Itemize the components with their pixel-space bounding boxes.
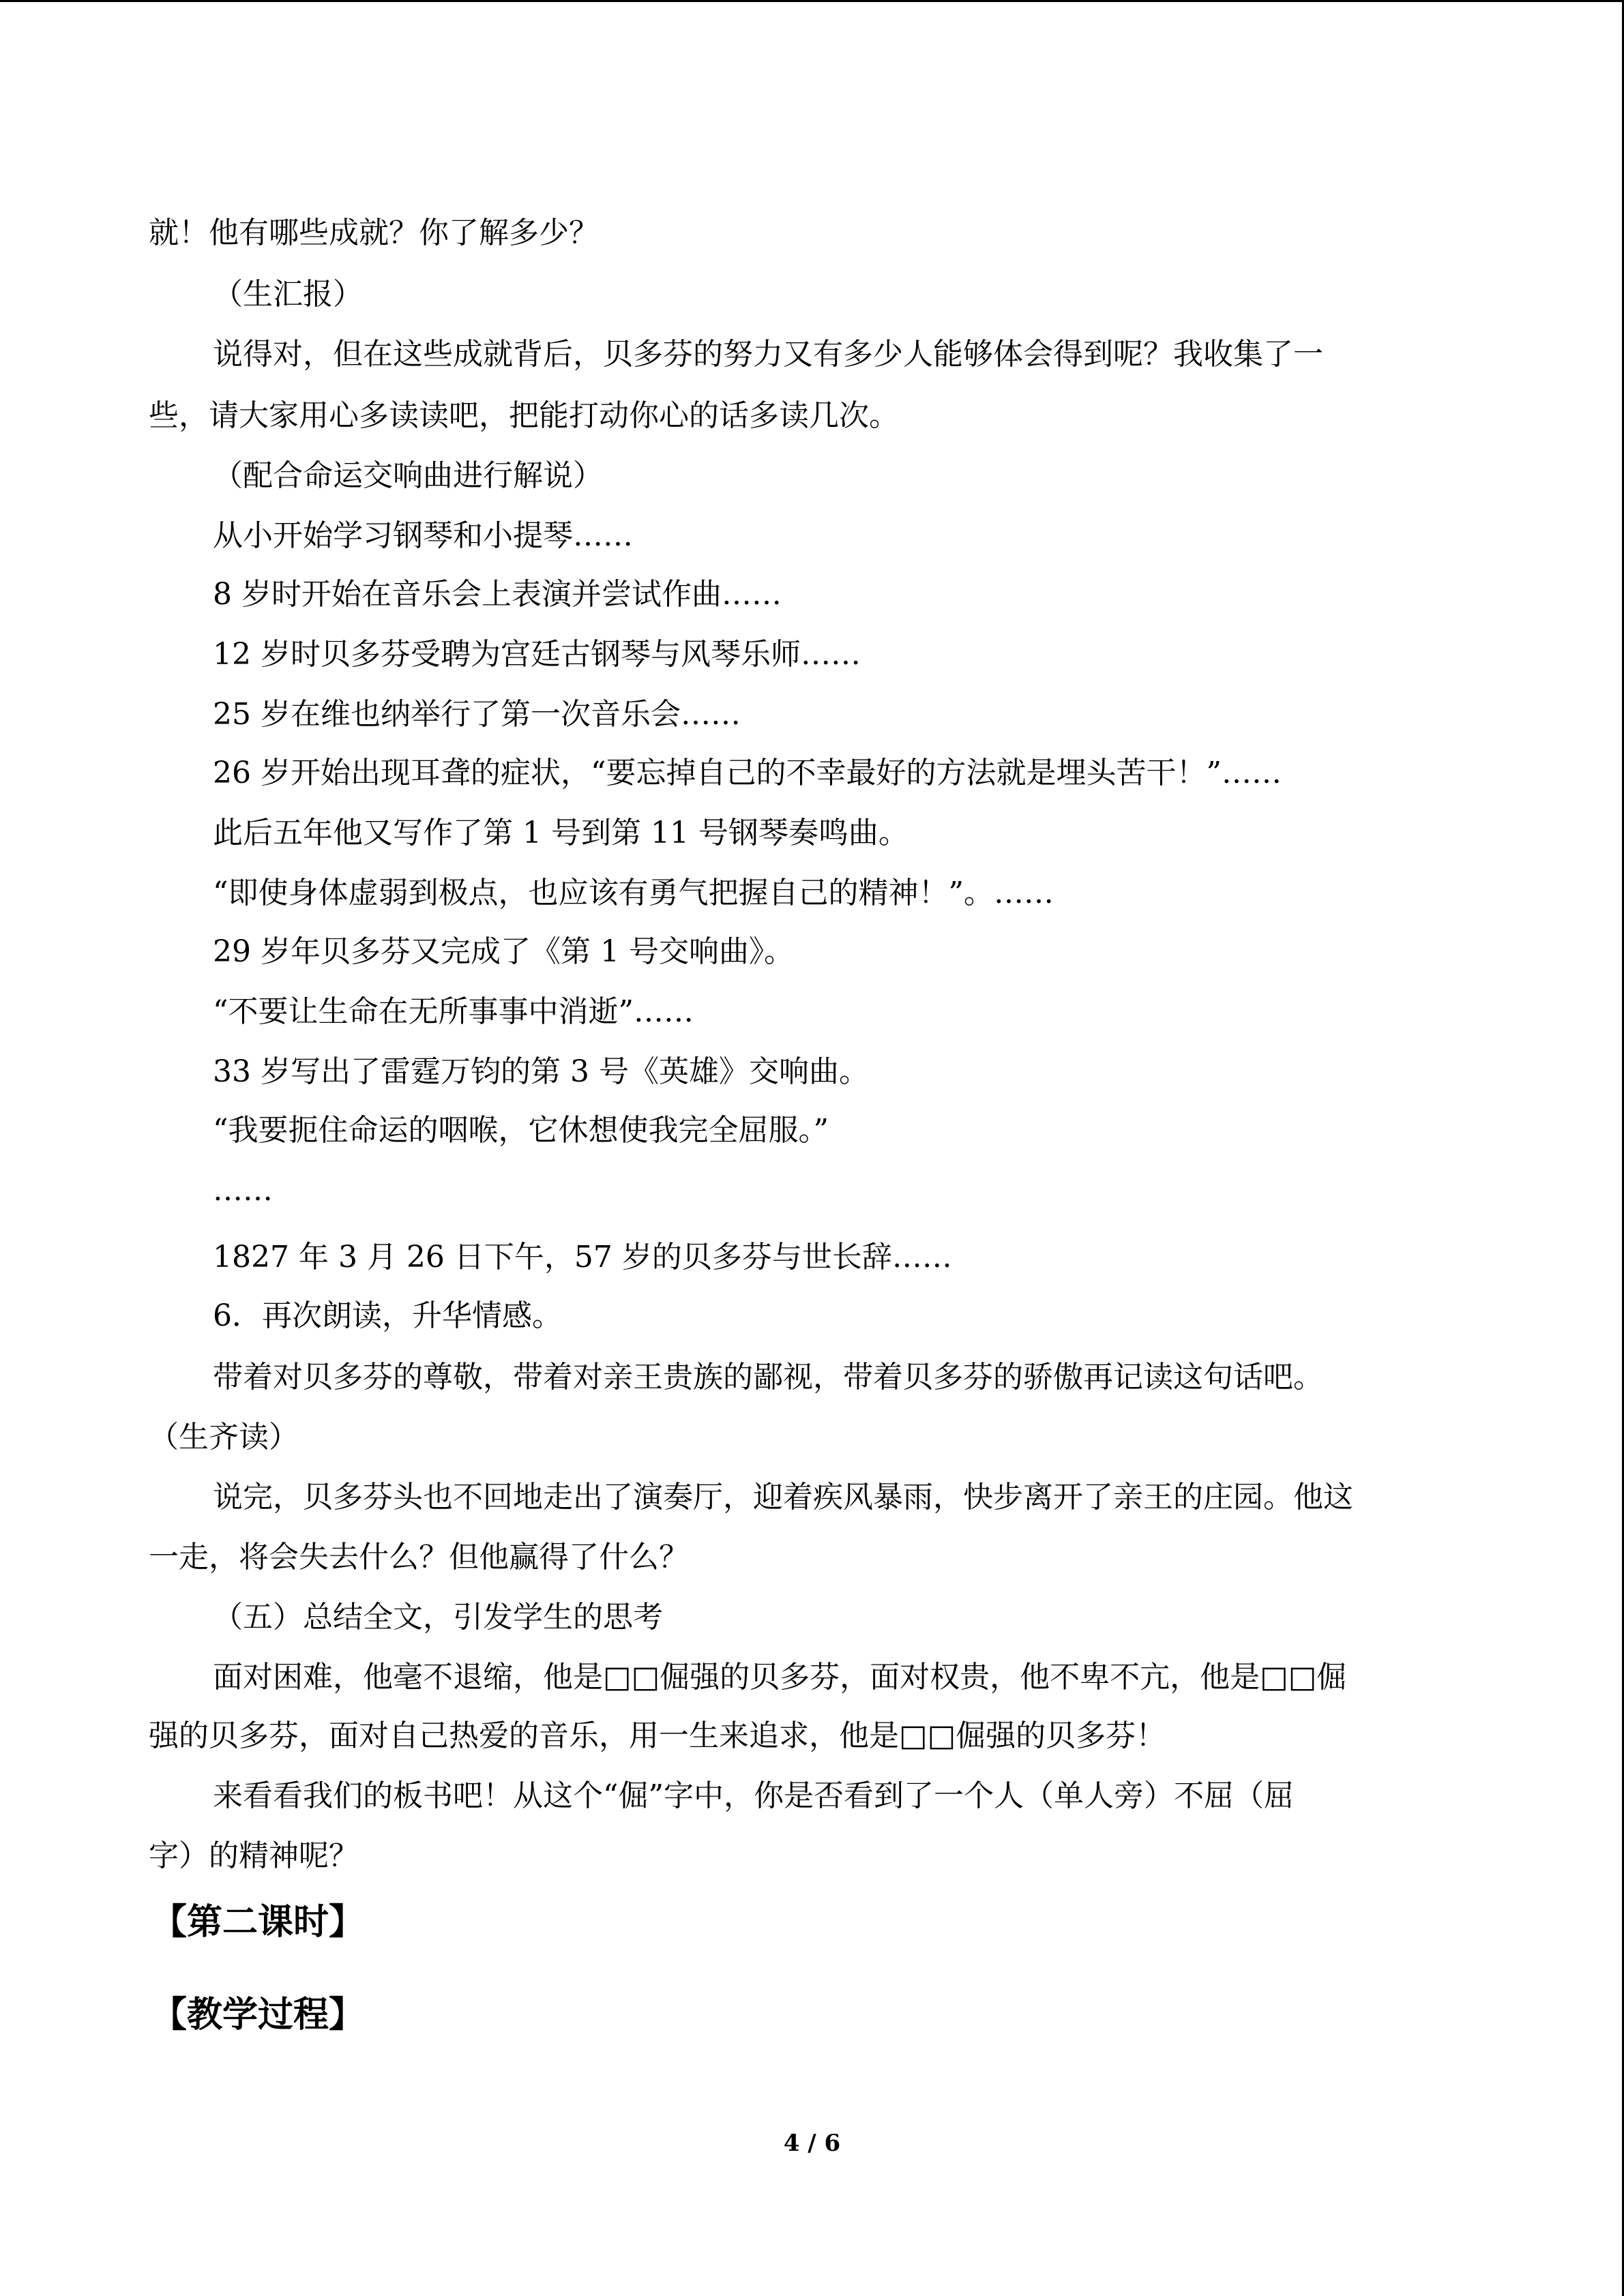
heading-second-lesson: 【第二课时】 <box>151 1901 365 1943</box>
heading-teaching-process: 【教学过程】 <box>151 1994 365 2036</box>
paragraph-line: …… <box>213 1173 273 1208</box>
paragraph-line: 26 岁开始出现耳聋的症状，“要忘掉自己的不幸最好的方法就是埋头苦干！”…… <box>213 756 1282 790</box>
paragraph-line: （生齐读） <box>149 1420 299 1455</box>
paragraph-line: 说完，贝多芬头也不回地走出了演奏厅，迎着疾风暴雨，快步离开了亲王的庄园。他这 <box>213 1480 1353 1515</box>
paragraph-line: “我要扼住命运的咽喉，它休想使我完全屈服。” <box>213 1113 829 1148</box>
paragraph-line: 一走，将会失去什么？但他赢得了什么？ <box>149 1540 689 1575</box>
paragraph-line: “不要让生命在无所事事中消逝”…… <box>213 994 694 1029</box>
paragraph-line: 6．再次朗读，升华情感。 <box>213 1298 562 1333</box>
paragraph-line: 33 岁写出了雷霆万钧的第 3 号《英雄》交响曲。 <box>213 1054 869 1089</box>
paragraph-line: 带着对贝多芬的尊敬，带着对亲王贵族的鄙视，带着贝多芬的骄傲再记读这句话吧。 <box>213 1360 1323 1395</box>
paragraph-line: 些，请大家用心多读读吧，把能打动你心的话多读几次。 <box>149 398 899 433</box>
paragraph-line: 面对困难，他毫不退缩，他是□□倔强的贝多芬，面对权贵，他不卑不亢，他是□□倔 <box>213 1660 1347 1695</box>
page-top-border <box>0 0 1624 2</box>
paragraph-line: （五）总结全文，引发学生的思考 <box>213 1600 663 1635</box>
paragraph-line: “即使身体虚弱到极点，也应该有勇气把握自己的精神！”。…… <box>213 876 1054 910</box>
paragraph-line: 此后五年他又写作了第 1 号到第 11 号钢琴奏鸣曲。 <box>213 816 909 850</box>
paragraph-line: 说得对，但在这些成就背后，贝多芬的努力又有多少人能够体会得到呢？我收集了一 <box>213 337 1323 372</box>
paragraph-line: 25 岁在维也纳举行了第一次音乐会…… <box>213 697 741 732</box>
paragraph-line: （生汇报） <box>213 277 363 312</box>
paragraph-line: 字）的精神呢？ <box>149 1838 359 1873</box>
paragraph-line: 就！他有哪些成就？你了解多少？ <box>149 215 599 250</box>
paragraph-line: 12 岁时贝多芬受聘为宫廷古钢琴与风琴乐师…… <box>213 637 861 672</box>
paragraph-line: （配合命运交响曲进行解说） <box>213 458 603 493</box>
paragraph-line: 来看看我们的板书吧！从这个“倔”字中，你是否看到了一个人（单人旁）不屈（屈 <box>213 1778 1294 1813</box>
paragraph-line: 从小开始学习钢琴和小提琴…… <box>213 518 633 553</box>
page-number: 4 / 6 <box>783 2130 841 2157</box>
paragraph-line: 29 岁年贝多芬又完成了《第 1 号交响曲》。 <box>213 934 794 969</box>
paragraph-line: 8 岁时开始在音乐会上表演并尝试作曲…… <box>213 577 782 612</box>
paragraph-line: 强的贝多芬，面对自己热爱的音乐，用一生来追求，他是□□倔强的贝多芬！ <box>149 1718 1166 1753</box>
paragraph-line: 1827 年 3 月 26 日下午，57 岁的贝多芬与世长辞…… <box>213 1240 952 1274</box>
